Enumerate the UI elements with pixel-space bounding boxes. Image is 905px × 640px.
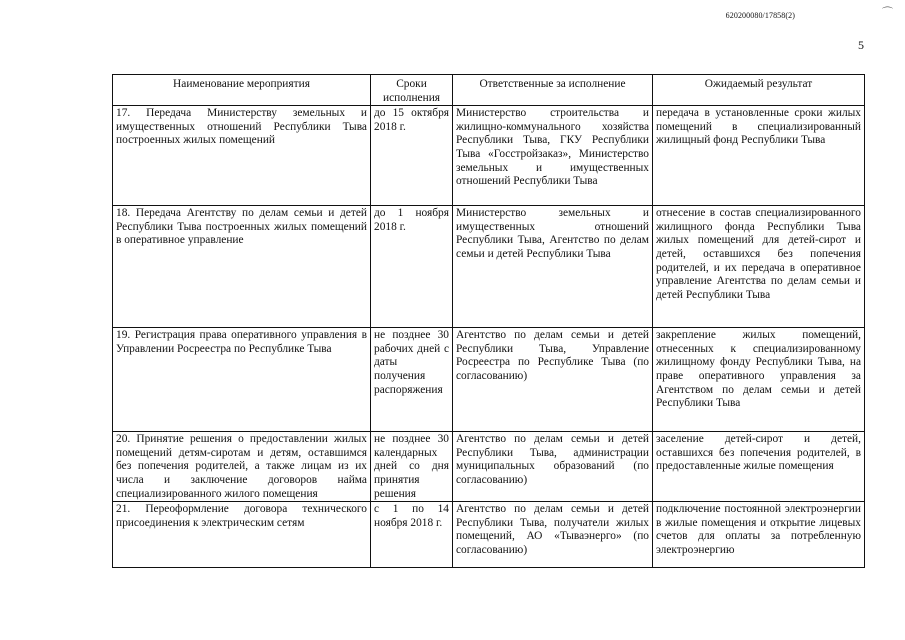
table-header-row (113, 75, 865, 106)
event-cell: 19. Регистрация права оперативного управления в Управлении Росреестра по Республике Тыва (113, 328, 371, 432)
deadline-cell: до 1 ноября 2018 г. (371, 206, 453, 328)
result-cell: закрепление жилых помещений, отнесенных к специализированному жилищному фонду Республики Тыва, на праве оперативного управления за Агентством по делам семьи и детей Республики Тыва (653, 328, 865, 432)
page-number: 5 (858, 38, 864, 52)
column-header-result: Ожидаемый результат (653, 75, 865, 106)
event-cell: 20. Принятие решения о предоставлении жилых помещений детям-сиротам и детям, оставшимся без попечения родителей, а также лицам из их числа и заключение договоров найма специализированного жилого помещения (113, 432, 371, 502)
result-cell: заселение детей-сирот и детей, оставшихся без попечения родителей, в предоставленные жилые помещения (653, 432, 865, 502)
column-header-deadline: Сроки исполнения (371, 75, 453, 106)
deadline-cell: не позднее 30 календарных дней со дня принятия решения (371, 432, 453, 502)
responsible-cell: Агентство по делам семьи и детей Республики Тыва, получатели жилых помещений, АО «Тываэнерго» (по согласованию) (453, 502, 653, 568)
table-row (113, 502, 865, 568)
event-cell: 21. Переоформление договора технического присоединения к электрическим сетям (113, 502, 371, 568)
event-cell: 17. Передача Министерству земельных и имущественных отношений Республики Тыва построенных жилых помещений (113, 106, 371, 206)
responsible-cell: Агентство по делам семьи и детей Республики Тыва, Управление Росреестра по Республике Тыва (по согласованию) (453, 328, 653, 432)
responsible-cell: Министерство земельных и имущественных отношений Республики Тыва, Агентство по делам семьи и детей Республики Тыва (453, 206, 653, 328)
responsible-cell: Агентство по делам семьи и детей Республики Тыва, администрации муниципальных образований (по согласованию) (453, 432, 653, 502)
deadline-cell: с 1 по 14 ноября 2018 г. (371, 502, 453, 568)
table-row (113, 328, 865, 432)
column-header-responsible: Ответственные за исполнение (453, 75, 653, 106)
table-row (113, 206, 865, 328)
deadline-cell: до 15 октября 2018 г. (371, 106, 453, 206)
event-cell: 18. Передача Агентству по делам семьи и детей Республики Тыва построенных жилых помещений в оперативное управление (113, 206, 371, 328)
result-cell: подключение постоянной электроэнергии в жилые помещения и открытие лицевых счетов для оплаты за потребленную электроэнергию (653, 502, 865, 568)
corner-scan-mark: ⌒ (882, 7, 893, 19)
result-cell: отнесение в состав специализированного жилищного фонда Республики Тыва жилых помещений для детей-сирот и детей, оставшихся без попечения родителей, и их передача в оперативное управление Агентства по делам семьи и детей Республики Тыва (653, 206, 865, 328)
document-code: 620200080/17858(2) (725, 11, 795, 20)
responsible-cell: Министерство строительства и жилищно-коммунального хозяйства Республики Тыва, ГКУ Республики Тыва «Госстройзаказ», Министерство земельных и имущественных отношений Республики Тыва (453, 106, 653, 206)
column-header-event: Наименование мероприятия (113, 75, 371, 106)
action-plan-table (112, 74, 865, 568)
deadline-cell: не позднее 30 рабочих дней с даты получения распоряжения (371, 328, 453, 432)
table-row (113, 106, 865, 206)
table-row (113, 432, 865, 502)
result-cell: передача в установленные сроки жилых помещений в специализированный жилищный фонд Республики Тыва (653, 106, 865, 206)
